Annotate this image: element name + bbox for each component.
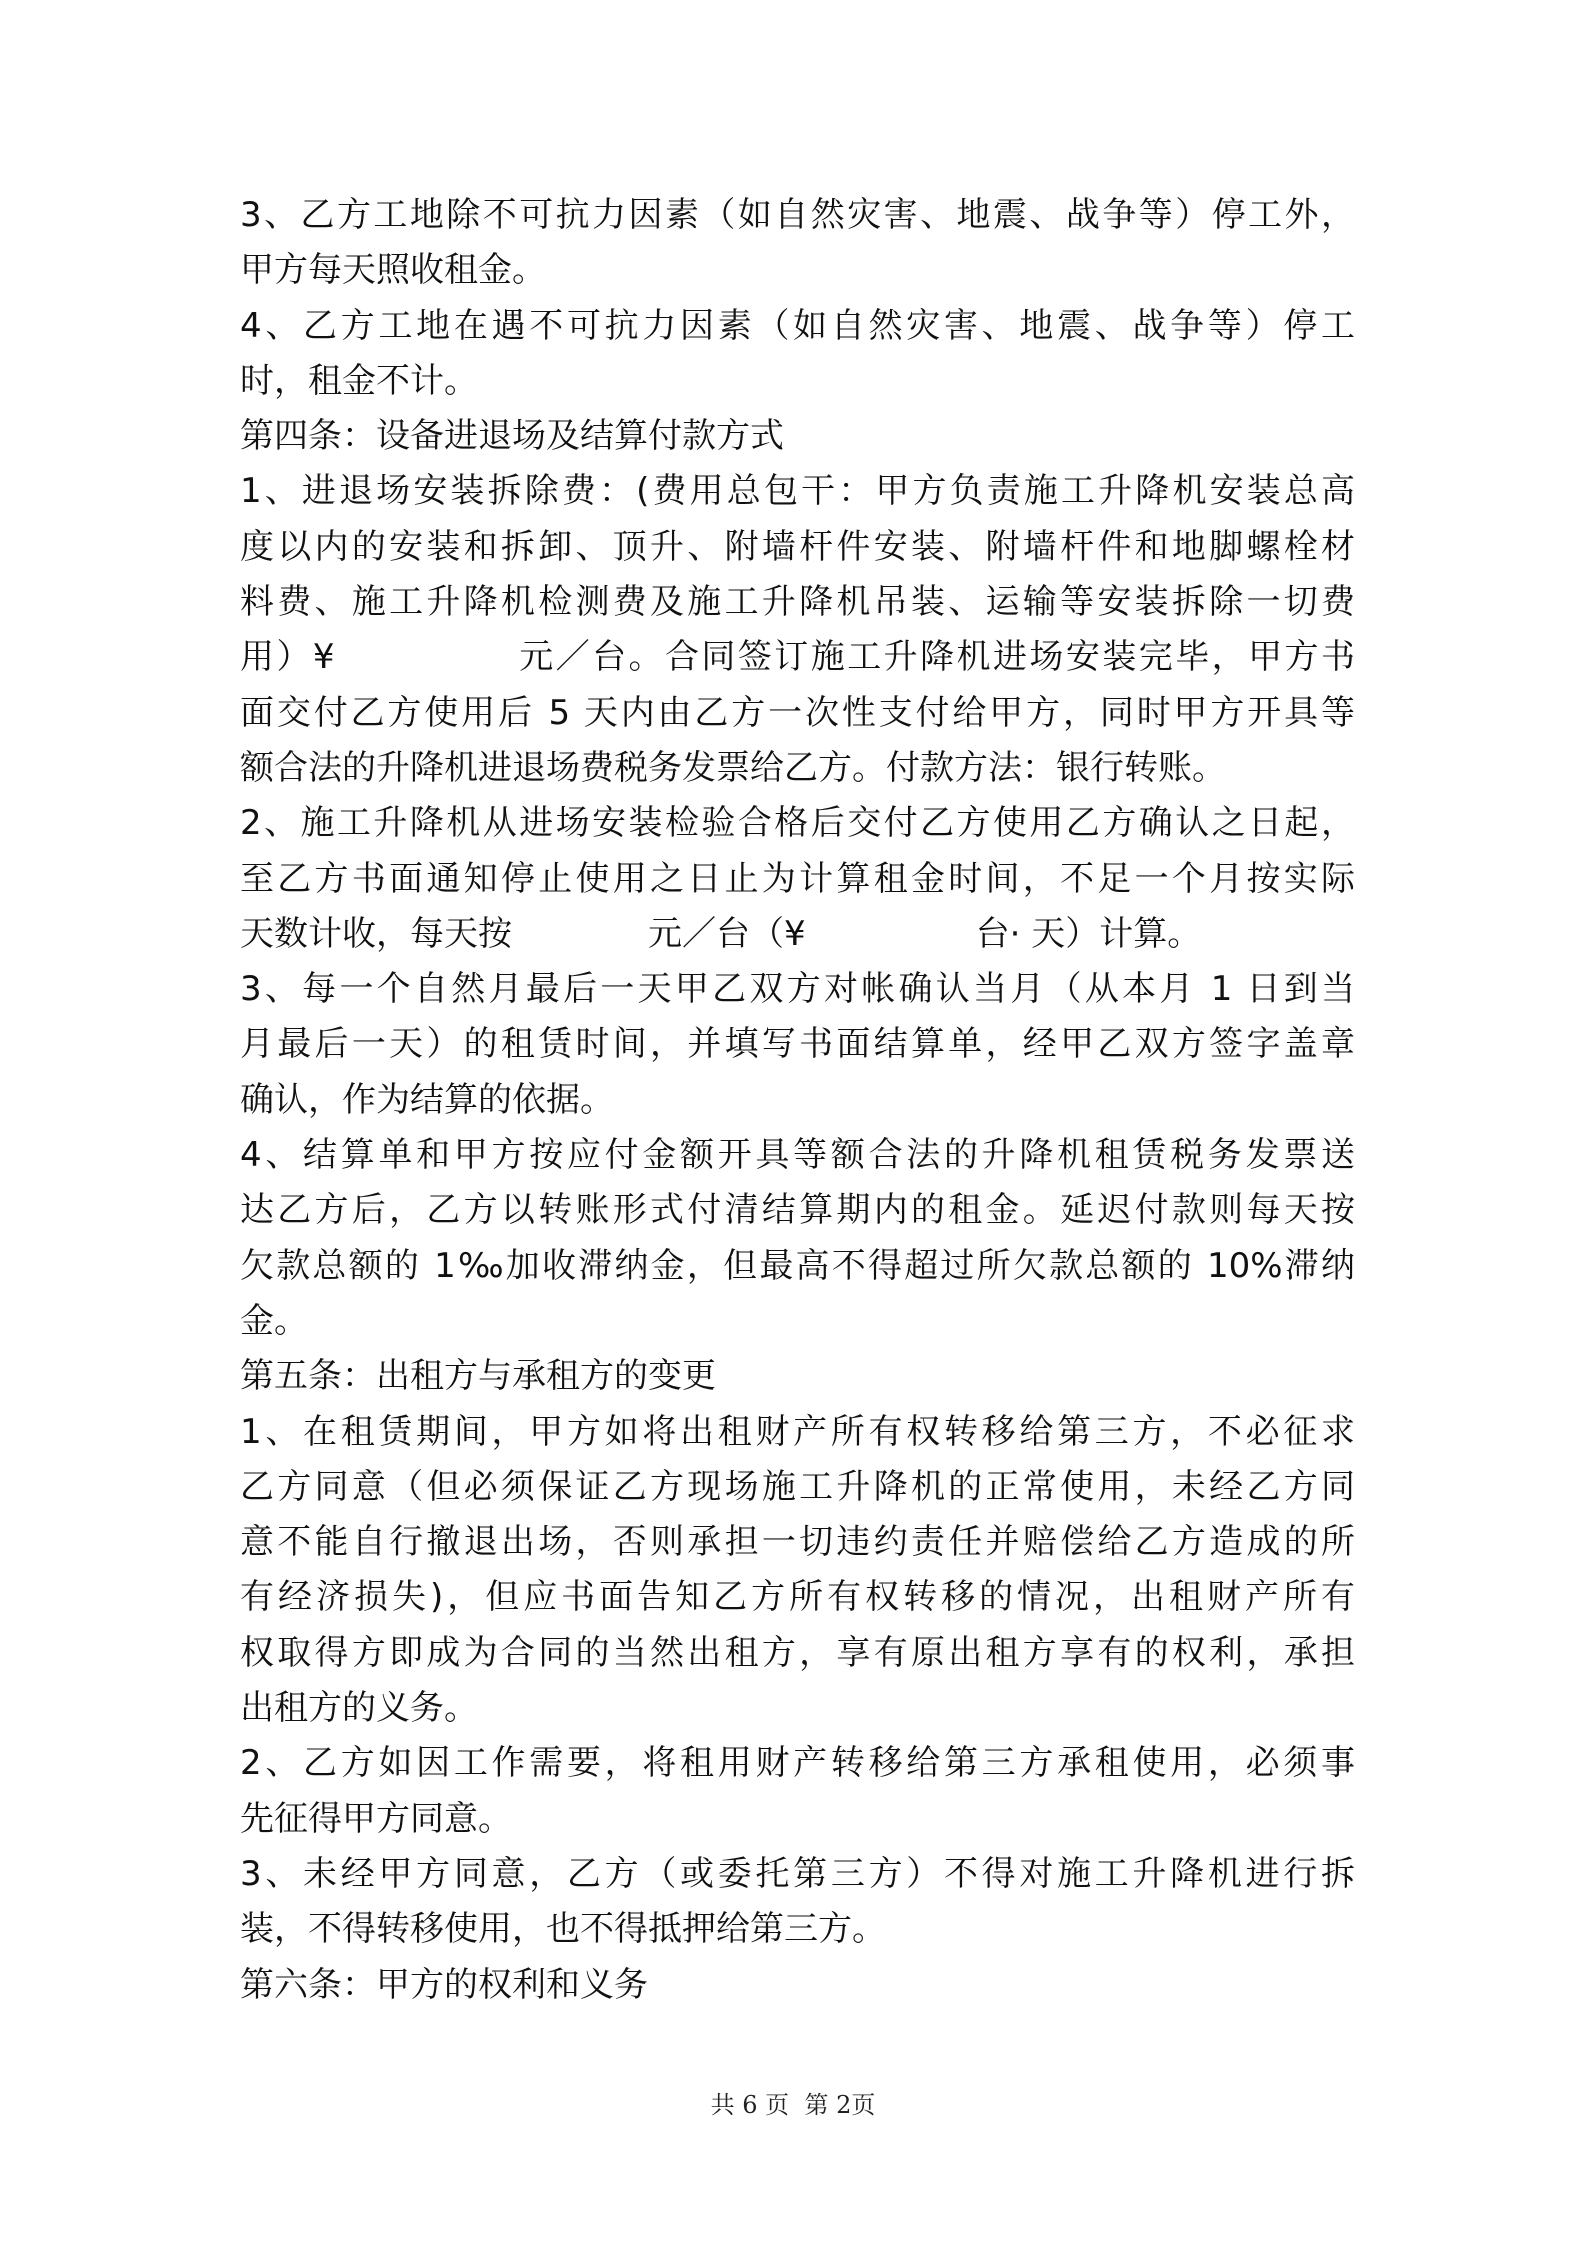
text-line: 3、乙方工地除不可抗力因素（如自然灾害、地震、战争等）停工外， xyxy=(240,195,1355,235)
document-body xyxy=(240,188,1355,2013)
text-line: 3、每一个自然月最后一天甲乙双方对帐确认当月（从本月 1 日到当 xyxy=(240,969,1355,1010)
section-heading-article-4: 第四条：设备进退场及结算付款方式 xyxy=(240,416,784,457)
text-line: 欠款总额的 1‰加收滞纳金，但最高不得超过所欠款总额的 10%滞纳 xyxy=(240,1245,1355,1286)
text-line: 确认，作为结算的依据。 xyxy=(240,1079,614,1120)
text-line: 先征得甲方同意。 xyxy=(240,1798,512,1839)
text-line: 出租方的义务。 xyxy=(240,1688,478,1729)
text-line: 3、未经甲方同意，乙方（或委托第三方）不得对施工升降机进行拆 xyxy=(240,1853,1355,1894)
text-line: 时，租金不计。 xyxy=(240,360,478,401)
text-line: 有经济损失)，但应书面告知乙方所有权转移的情况，出租财产所有 xyxy=(240,1577,1355,1618)
text-line: 装，不得转移使用，也不得抵押给第三方。 xyxy=(240,1909,886,1950)
text-line: 额合法的升降机进退场费税务发票给乙方。付款方法：银行转账。 xyxy=(240,747,1226,788)
text-line: 金。 xyxy=(240,1300,308,1341)
text-line: 2、乙方如因工作需要，将租用财产转移给第三方承租使用，必须事 xyxy=(240,1743,1355,1784)
text-line: 1、进退场安装拆除费：(费用总包干：甲方负责施工升降机安装总高 xyxy=(240,471,1355,512)
section-heading-article-6: 第六条：甲方的权利和义务 xyxy=(240,1964,648,2005)
text-line: 料费、施工升降机检测费及施工升降机吊装、运输等安装拆除一切费 xyxy=(240,582,1355,623)
text-line: 权取得方即成为合同的当然出租方，享有原出租方享有的权利，承担 xyxy=(240,1632,1355,1673)
text-line: 用）¥ 元／台。合同签订施工升降机进场安装完毕，甲方书 xyxy=(240,637,1355,678)
text-line: 达乙方后，乙方以转账形式付清结算期内的租金。延迟付款则每天按 xyxy=(240,1190,1355,1231)
text-line: 4、乙方工地在遇不可抗力因素（如自然灾害、地震、战争等）停工 xyxy=(240,305,1355,346)
text-line: 2、施工升降机从进场安装检验合格后交付乙方使用乙方确认之日起， xyxy=(240,803,1355,844)
page-footer: 共 6 页 第 2页 xyxy=(710,2091,876,2119)
text-line: 4、结算单和甲方按应付金额开具等额合法的升降机租赁税务发票送 xyxy=(240,1135,1355,1176)
text-line: 1、在租赁期间，甲方如将出租财产所有权转移给第三方，不必征求 xyxy=(240,1411,1355,1452)
text-line: 面交付乙方使用后 5 天内由乙方一次性支付给甲方，同时甲方开具等 xyxy=(240,692,1355,733)
text-line: 度以内的安装和拆卸、顶升、附墙杆件安装、附墙杆件和地脚螺栓材 xyxy=(240,526,1355,567)
text-line: 天数计收，每天按 元／台（¥ 台· 天）计算。 xyxy=(240,913,1202,954)
text-line: 月最后一天）的租赁时间，并填写书面结算单，经甲乙双方签字盖章 xyxy=(240,1024,1355,1065)
text-line: 至乙方书面通知停止使用之日止为计算租金时间，不足一个月按实际 xyxy=(240,858,1355,899)
text-line: 甲方每天照收租金。 xyxy=(240,250,546,291)
text-line: 意不能自行撤退出场，否则承担一切违约责任并赔偿给乙方造成的所 xyxy=(240,1522,1355,1563)
text-line: 乙方同意（但必须保证乙方现场施工升降机的正常使用，未经乙方同 xyxy=(240,1466,1355,1507)
section-heading-article-5: 第五条：出租方与承租方的变更 xyxy=(240,1356,716,1397)
